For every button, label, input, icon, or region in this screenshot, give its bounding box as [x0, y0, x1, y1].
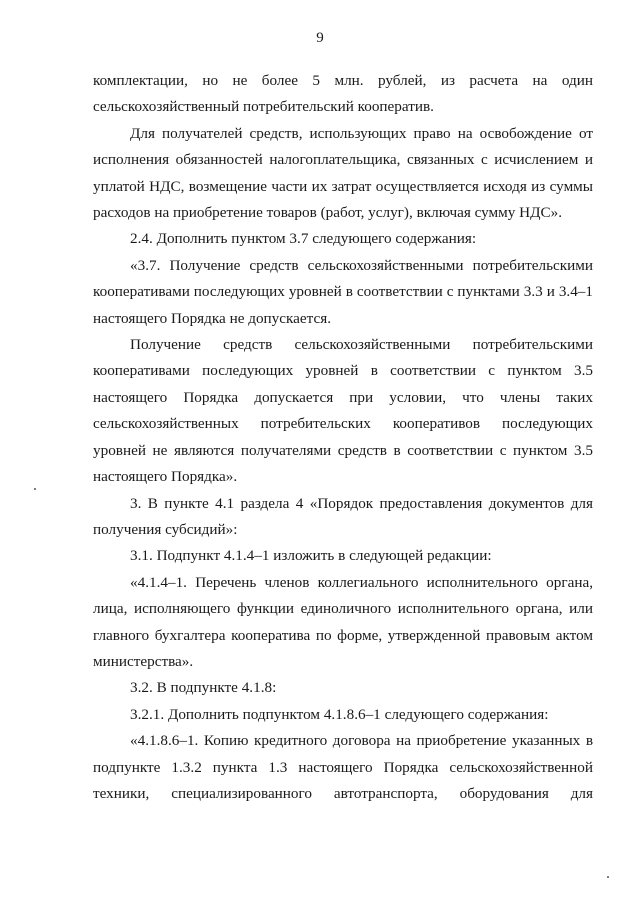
paragraph-continuation: комплектации, но не более 5 млн. рублей, из расчета на один сельскохозяйственный потребительский кооператив.: [93, 72, 593, 116]
page-number: 9: [316, 30, 324, 46]
paragraph-clause-3-7: «3.7. Получение средств сельскохозяйственными потребительскими кооперативами последующих уровней в соответствии с пунктами 3.3 и 3.4–1 настоящего Порядка не допускается.: [93, 256, 593, 327]
paragraph-amendment-2-4: 2.4. Дополнить пунктом 3.7 следующего содержания:: [130, 230, 477, 248]
paragraph-amendment-3-1: 3.1. Подпункт 4.1.4–1 изложить в следующей редакции:: [130, 547, 492, 565]
paragraph-clause-3-7-condition: Получение средств сельскохозяйственными потребительскими кооперативами последующих уровней в соответствии с пунктом 3.5 настоящего Порядка допускается при условии, что члены таких сельскохозяйственных потребительских кооперативов последующих уровней не являются получателями средств в соответствии с пунктом 3.5 настоящего Порядка».: [93, 336, 593, 486]
paragraph-clause-4-1-4-1: «4.1.4–1. Перечень членов коллегиального исполнительного органа, лица, исполняющего функции единоличного исполнительного органа, или главного бухгалтера кооператива по форме, утвержденной правовым актом министерства».: [93, 573, 593, 670]
paragraph-amendment-3: 3. В пункте 4.1 раздела 4 «Порядок предоставления документов для получения субсидий»:: [93, 494, 593, 538]
paragraph-vat-exemption: Для получателей средств, использующих право на освобождение от исполнения обязанностей налогоплательщика, связанных с исчислением и уплатой НДС, возмещение части их затрат осуществляется исходя из суммы расходов на приобретение товаров (работ, услуг), включая сумму НДС».: [93, 124, 593, 222]
paragraph-clause-4-1-8-6-1: «4.1.8.6–1. Копию кредитного договора на приобретение указанных в подпункте 1.3.2 пункта 1.3 настоящего Порядка сельскохозяйственной техники, специализированного автотранспорта, оборудования для: [93, 732, 593, 802]
paragraph-amendment-3-2: 3.2. В подпункте 4.1.8:: [130, 679, 277, 697]
scan-speck: [34, 488, 36, 490]
scan-speck: [607, 876, 609, 878]
paragraph-amendment-3-2-1: 3.2.1. Дополнить подпунктом 4.1.8.6–1 следующего содержания:: [130, 705, 549, 723]
document-body: [93, 68, 593, 807]
